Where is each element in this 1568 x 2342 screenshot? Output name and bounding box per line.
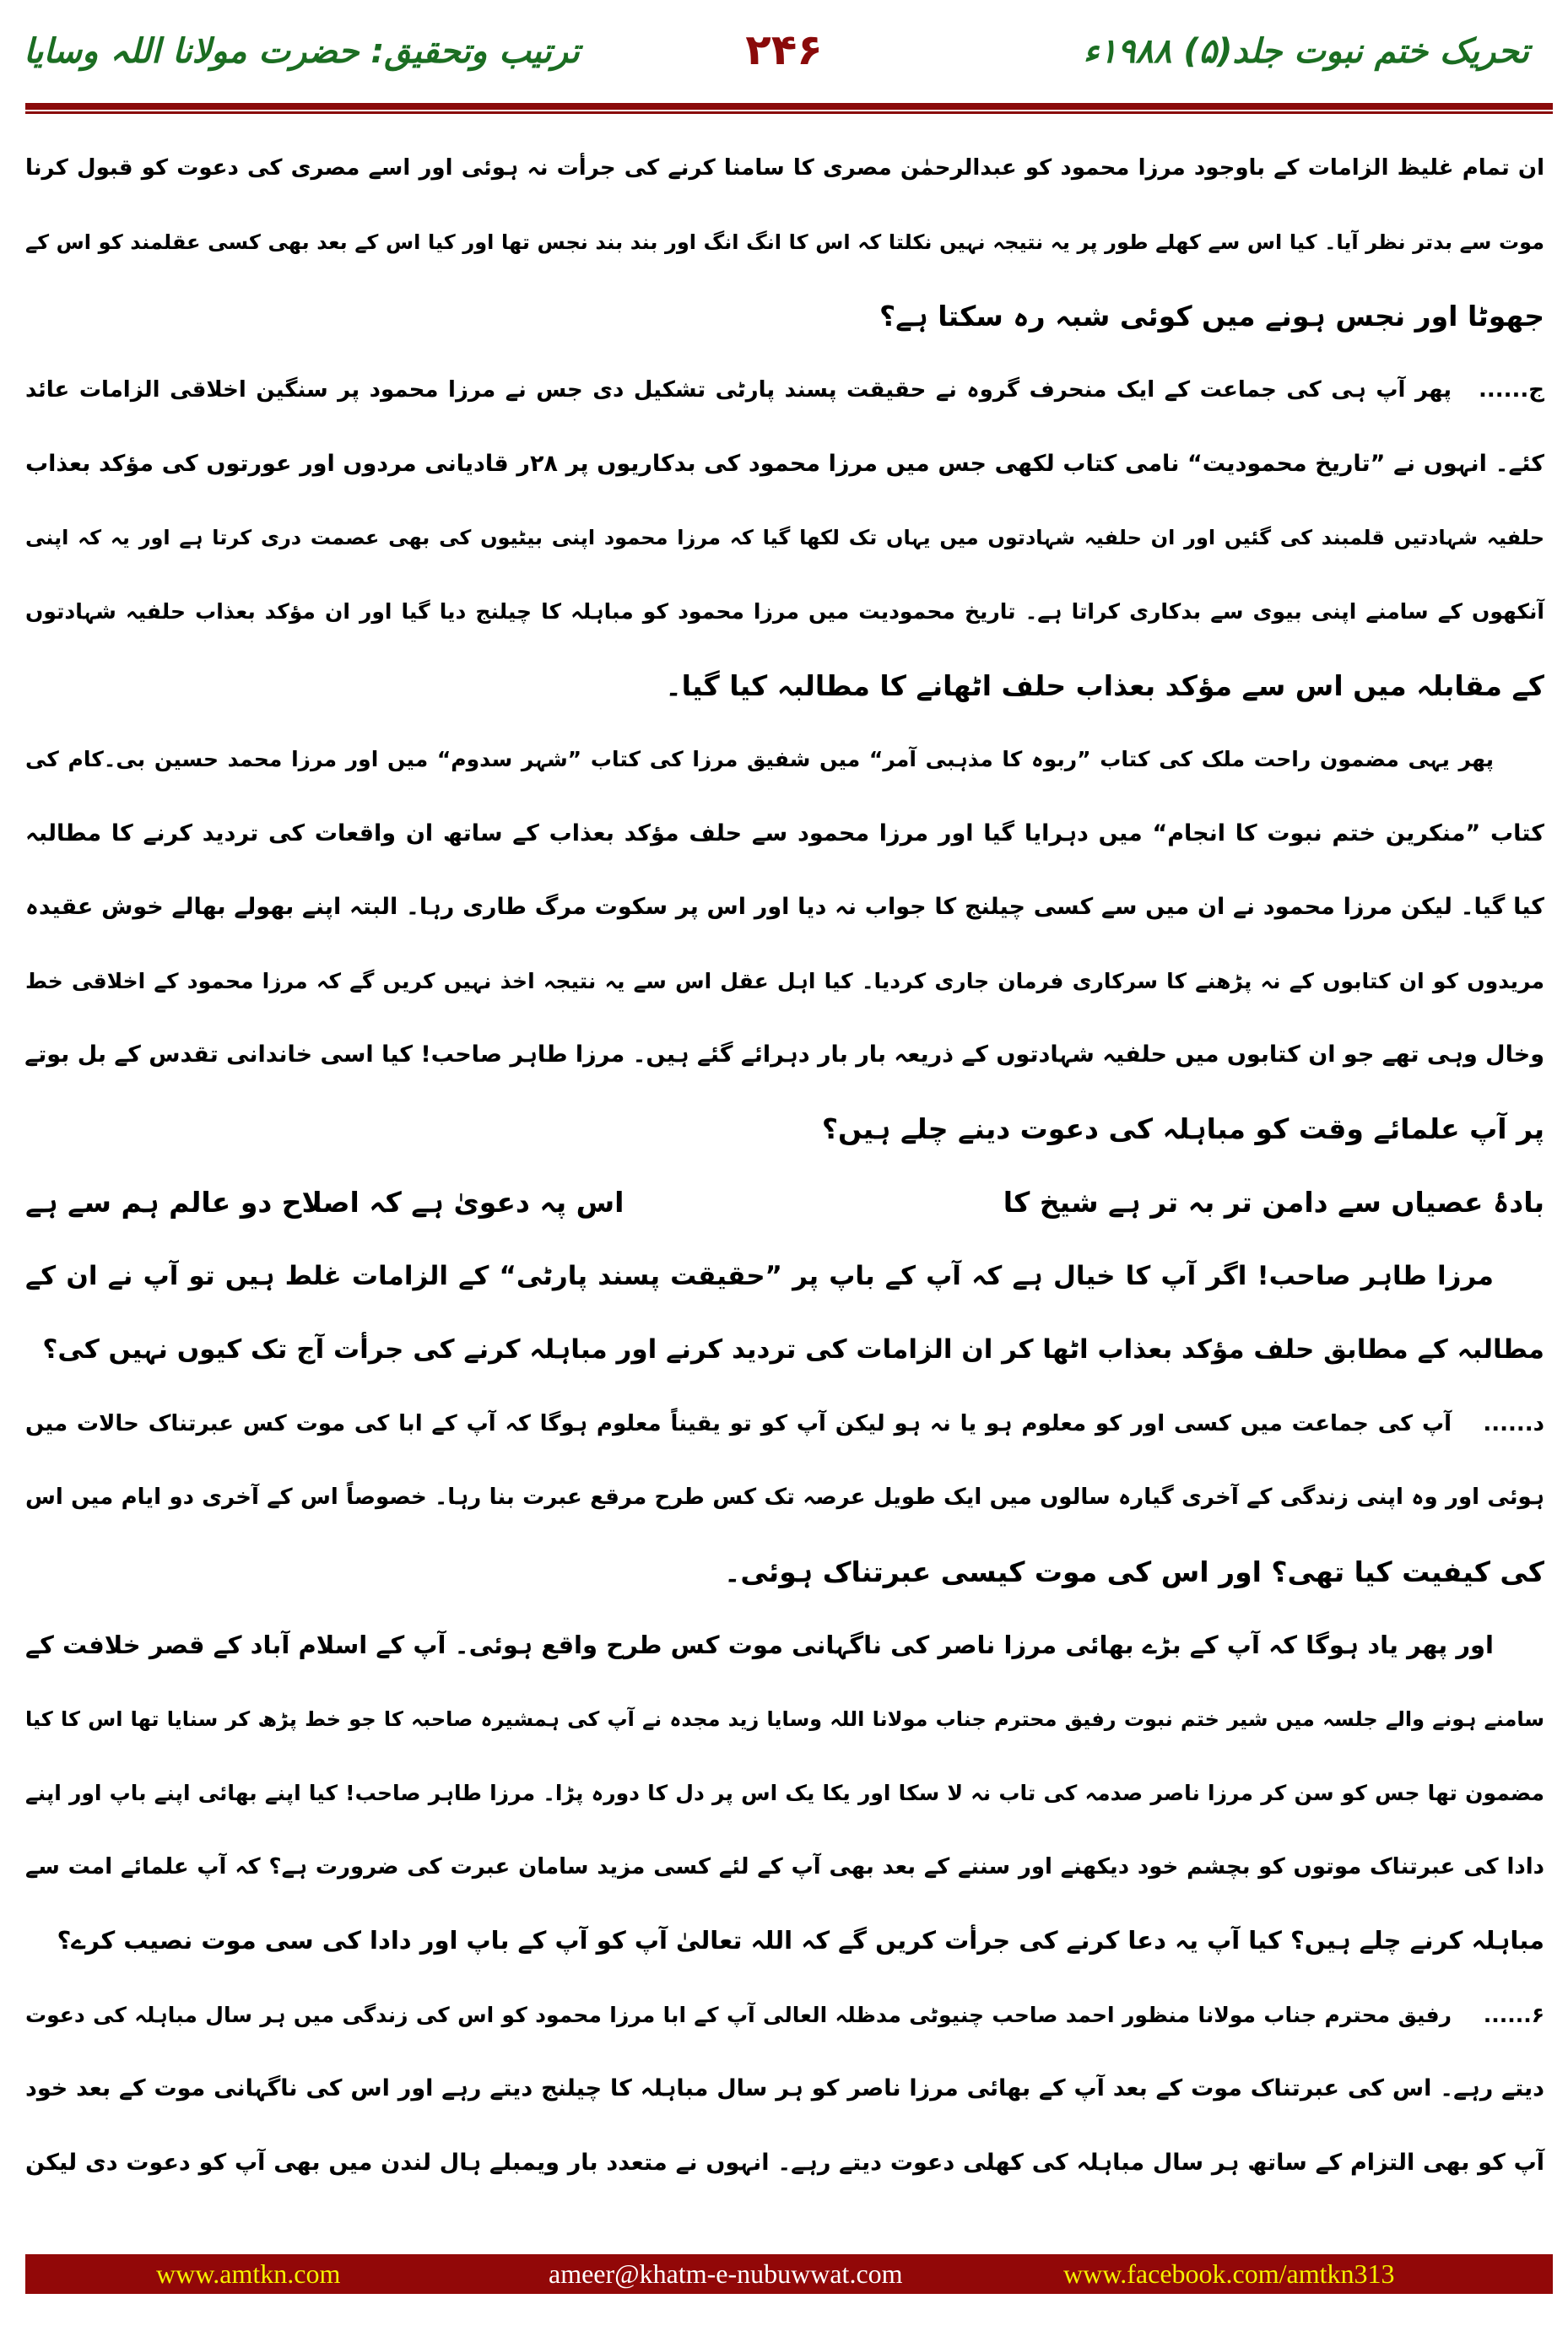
line-text: رفیق محترم جناب مولانا منظور احمد صاحب چنیوٹی مدظلہ العالی آپ کے ابا مرزا محمود کو اس کی زندگی میں ہر سال مباہلہ کی دعوت [25, 2002, 1452, 2027]
text-line [25, 649, 1544, 723]
line-text: ان تمام غلیظ الزامات کے باوجود مرزا محمود کو عبدالرحمٰن مصری کا سامنا کرنے کی جرأت نہ ہوئی اور اسے مصری کی دعوت کو قبول کرنا [25, 155, 1544, 181]
book-title-header: تحریک ختم نبوت جلد(۵) ۱۹۸۸ء [1083, 32, 1529, 71]
text-line [25, 1018, 1544, 1092]
text-line [25, 1461, 1544, 1535]
text-line [25, 354, 1544, 428]
text-line [25, 1240, 1544, 1314]
line-text: پھر آپ ہی کی جماعت کے ایک منحرف گروہ نے حقیقت پسند پارٹی تشکیل دی جس نے مرزا محمود پر سنگین اخلاقی الزامات عائد [25, 376, 1452, 403]
poetry-couplet [25, 1166, 1544, 1240]
line-text: کیا گیا۔ لیکن مرزا محمود نے ان میں سے کسی چیلنج کا جواب نہ دیا اور اس پر سکوت مرگ طاری رہا۔ البتہ اپنے بھولے بھالے خوش عقیدہ [25, 894, 1544, 920]
couplet-second-hemistich: اس پہ دعویٰ ہے کہ اصلاح دو عالم ہم سے ہے [25, 1186, 624, 1219]
text-line [25, 1313, 1544, 1387]
text-line [25, 870, 1544, 944]
text-line [25, 501, 1544, 576]
text-line [25, 1978, 1544, 2053]
line-text: پھر یہی مضمون راحت ملک کی کتاب ”ربوہ کا مذہبی آمر“ میں شفیق مرزا کی کتاب ”شہر سدوم“ میں اور مرزا محمد حسین بی۔کام کی [25, 747, 1494, 771]
line-text: اور پھر یاد ہوگا کہ آپ کے بڑے بھائی مرزا ناصر کی ناگہانی موت کس طرح واقع ہوئی۔ آپ کے اسلام آباد کے قصر خلافت کے [25, 1631, 1494, 1659]
line-text: مضمون تھا جس کو سن کر مرزا ناصر صدمہ کی تاب نہ لا سکا اور یکا یک اس پر دل کا دورہ پڑا۔ مرزا طاہر صاحب! کیا اپنے بھائی اپنے باپ اور اپنے [25, 1781, 1544, 1805]
text-line [25, 206, 1544, 280]
line-text: موت سے بدتر نظر آیا۔ کیا اس سے کھلے طور پر یہ نتیجہ نہیں نکلتا کہ اس کا انگ انگ اور بند بند نجس تھا اور کیا اس کے بعد بھی کسی عقلمند کو اس کے [25, 230, 1544, 254]
footer-bar [25, 2254, 1553, 2294]
item-marker: ج...... [1479, 376, 1544, 403]
website-link[interactable]: www.amtkn.com [156, 2258, 341, 2289]
text-line [25, 132, 1544, 206]
text-line [25, 2052, 1544, 2126]
line-text: مطالبہ کے مطابق حلف مؤکد بعذاب اٹھا کر ان الزامات کی تردید کرنے اور مباہلہ کرنے کی جرأت آج تک کیوں نہیں کی؟ [42, 1334, 1544, 1365]
line-text: مریدوں کو ان کتابوں کے نہ پڑھنے کا سرکاری فرمان جاری کردیا۔ کیا اہل عقل اس سے یہ نتیجہ اخذ نہیں کریں گے کہ مرزا محمود کے اخلاقی خط [25, 968, 1544, 993]
item-marker: ۶...... [1483, 2002, 1544, 2027]
email-link[interactable]: ameer@khatm-e-nubuwwat.com [549, 2258, 903, 2289]
text-line [25, 1609, 1544, 1683]
compiler-credit-header: ترتیب وتحقیق: حضرت مولانا اللہ وسایا [24, 32, 580, 71]
line-text: جھوٹا اور نجس ہونے میں کوئی شبہ رہ سکتا ہے؟ [879, 300, 1544, 333]
text-line [25, 722, 1544, 797]
line-text: مباہلہ کرنے چلے ہیں؟ کیا آپ یہ دعا کرنے کی جرأت کریں گے کہ اللہ تعالیٰ آپ کو آپ کے باپ اور دادا کی سی موت نصیب کرے؟ [57, 1926, 1544, 1955]
text-line [25, 1904, 1544, 1978]
text-line [25, 1756, 1544, 1831]
line-text: کی کیفیت کیا تھی؟ اور اس کی موت کیسی عبرتناک ہوئی۔ [724, 1555, 1544, 1588]
couplet-first-hemistich: بادۂ عصیاں سے دامن تر بہ تر ہے شیخ کا [1003, 1186, 1544, 1219]
text-line [25, 1683, 1544, 1757]
line-text: آنکھوں کے سامنے اپنی بیوی سے بدکاری کراتا ہے۔ تاریخ محمودیت میں مرزا محمود کو مباہلہ کا چیلنج دیا گیا اور ان مؤکد بعذاب حلفیہ شہادتوں [25, 599, 1544, 624]
text-line [25, 1831, 1544, 1905]
line-text: پر آپ علمائے وقت کو مباہلہ کی دعوت دینے چلے ہیں؟ [821, 1112, 1544, 1145]
line-text: دادا کی عبرتناک موتوں کو بچشم خود دیکھنے اور سننے کے بعد بھی آپ کے لئے کسی مزید سامان عبرت کی ضرورت ہے؟ کہ آپ علمائے امت سے [25, 1853, 1544, 1880]
line-text: وخال وہی تھے جو ان کتابوں میں حلفیہ شہادتوں کے ذریعہ بار بار دہرائے گئے ہیں۔ مرزا طاہر صاحب! کیا اسی خاندانی تقدس کے بل بوتے [24, 1041, 1544, 1068]
text-line [25, 279, 1544, 354]
facebook-link[interactable]: www.facebook.com/amtkn313 [1063, 2258, 1395, 2289]
text-line [25, 2126, 1544, 2200]
text-line [25, 1387, 1544, 1462]
text-line [25, 575, 1544, 649]
line-text: مرزا طاہر صاحب! اگر آپ کا خیال ہے کہ آپ کے باپ پر ”حقیقت پسند پارٹی“ کے الزامات غلط ہیں تو آپ نے ان کے [25, 1260, 1494, 1291]
text-line [25, 944, 1544, 1019]
line-text: کے مقابلہ میں اس سے مؤکد بعذاب حلف اٹھانے کا مطالبہ کیا گیا۔ [665, 668, 1544, 702]
text-line [25, 1535, 1544, 1609]
line-text: ہوئی اور وہ اپنی زندگی کے آخری گیارہ سالوں میں ایک طویل عرصہ تک کس طرح مرقع عبرت بنا رہا۔ خصوصاً اس کے آخری دو ایام میں اس [25, 1485, 1544, 1510]
header-divider-thin [25, 111, 1553, 114]
page-body-text [25, 132, 1544, 2199]
line-text: آپ کو بھی التزام کے ساتھ ہر سال مباہلہ کی کھلی دعوت دیتے رہے۔ انہوں نے متعدد بار ویمبلے ہال لندن میں بھی آپ کو دعوت دی لیکن [25, 2149, 1544, 2176]
text-line [25, 427, 1544, 501]
text-line [25, 1092, 1544, 1166]
header-divider-thick [25, 103, 1553, 110]
line-text: سامنے ہونے والے جلسہ میں شیر ختم نبوت رفیق محترم جناب مولانا اللہ وسایا زید مجدہ نے آپ کی ہمشیرہ صاحبہ کا جو خط پڑھ کر سنایا تھا اس کا کیا [25, 1706, 1544, 1731]
page-number: ۲۴۶ [745, 25, 823, 74]
text-line [25, 797, 1544, 871]
line-text: کتاب ”منکرین ختم نبوت کا انجام“ میں دہرایا گیا اور مرزا محمود سے حلف مؤکد بعذاب کے ساتھ ان واقعات کی تردید کرنے کا مطالبہ [25, 819, 1544, 846]
line-text: کئے۔ انہوں نے ”تاریخ محمودیت“ نامی کتاب لکھی جس میں مرزا محمود کی بدکاریوں پر ۲۸ر قادیانی مردوں اور عورتوں کی مؤکد بعذاب [25, 451, 1544, 477]
line-text: دیتے رہے۔ اس کی عبرتناک موت کے بعد آپ کے بھائی مرزا ناصر کو ہر سال مباہلہ کا چیلنج دیتے رہے اور اس کی ناگہانی موت کے بعد خود [25, 2075, 1544, 2101]
line-text: حلفیہ شہادتیں قلمبند کی گئیں اور ان حلفیہ شہادتوں میں یہاں تک لکھا گیا کہ مرزا محمود اپنی بیٹیوں کی بھی عصمت دری کرتا ہے اور یہ کہ اپنی [25, 525, 1544, 549]
line-text: آپ کی جماعت میں کسی اور کو معلوم ہو یا نہ ہو لیکن آپ کو تو یقیناً معلوم ہوگا کہ آپ کے ابا کی موت کس عبرتناک حالات میں [25, 1410, 1452, 1436]
item-marker: د...... [1483, 1410, 1544, 1436]
